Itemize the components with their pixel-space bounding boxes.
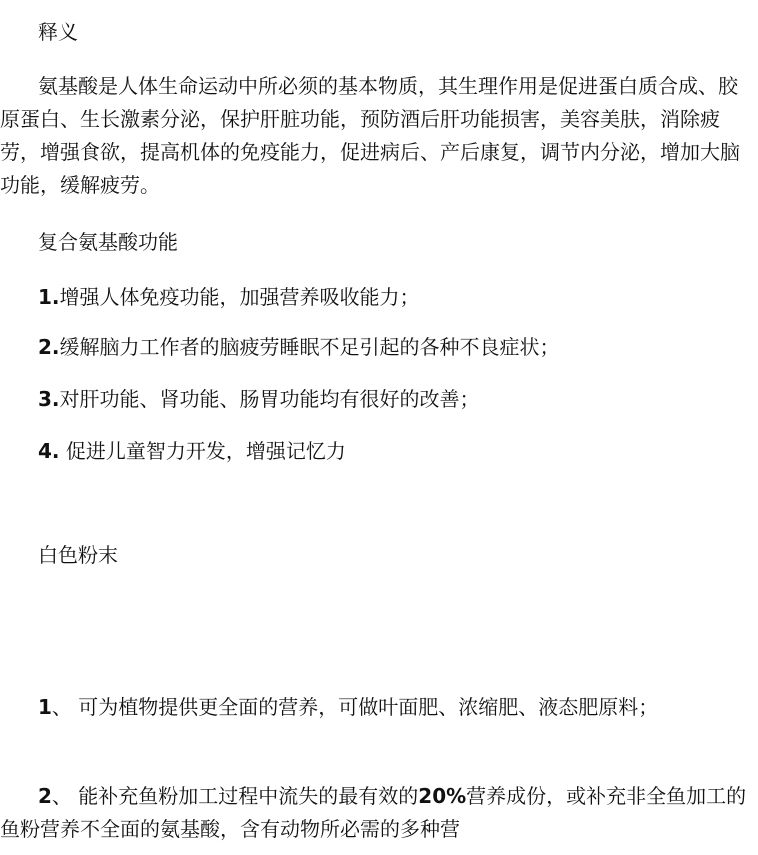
appearance-text: 白色粉末	[38, 543, 118, 567]
function-text: 对肝功能、肾功能、肠胃功能均有很好的改善；	[59, 387, 480, 411]
use-number: 1	[38, 695, 52, 719]
function-number: 1.	[38, 285, 60, 309]
use-item-2	[0, 780, 748, 846]
function-number: 2.	[38, 335, 60, 359]
function-text: 缓解脑力工作者的脑疲劳睡眠不足引起的各种不良症状；	[59, 335, 560, 359]
use-number: 2	[38, 784, 52, 808]
use-item-1	[0, 691, 748, 724]
function-item-4	[0, 435, 758, 468]
use-text: 、 能补充鱼粉加工过程中流失的最有效的	[51, 784, 419, 808]
heading-functions: 复合氨基酸功能	[38, 230, 178, 254]
use-highlight: 20%	[418, 784, 467, 808]
use-text: 、 可为植物提供更全面的营养，可做叶面肥、浓缩肥、液态肥原料；	[51, 695, 659, 719]
heading-meaning: 释义	[38, 20, 78, 44]
intro-paragraph: 氨基酸是人体生命运动中所必须的基本物质，其生理作用是促进蛋白质合成、胶原蛋白、生长激素分泌，保护肝脏功能，预防酒后肝功能损害，美容美肤，消除疲劳，增强食欲，提高机体的免疫能力，促进病后、产后康复，调节内分泌，增加大脑功能，缓解疲劳。	[0, 74, 740, 197]
function-item-3	[0, 383, 758, 416]
function-number: 3.	[38, 387, 60, 411]
function-item-1	[0, 281, 758, 314]
function-text: 增强人体免疫功能，加强营养吸收能力；	[59, 285, 420, 309]
function-text: 促进儿童智力开发，增强记忆力	[59, 439, 346, 463]
function-number: 4.	[38, 439, 60, 463]
function-item-2	[0, 331, 758, 364]
use-text-cont: 营养成份，或补充非全鱼加工的鱼粉营养不全面的氨基酸，含有动物所必需的多种营	[0, 784, 747, 841]
